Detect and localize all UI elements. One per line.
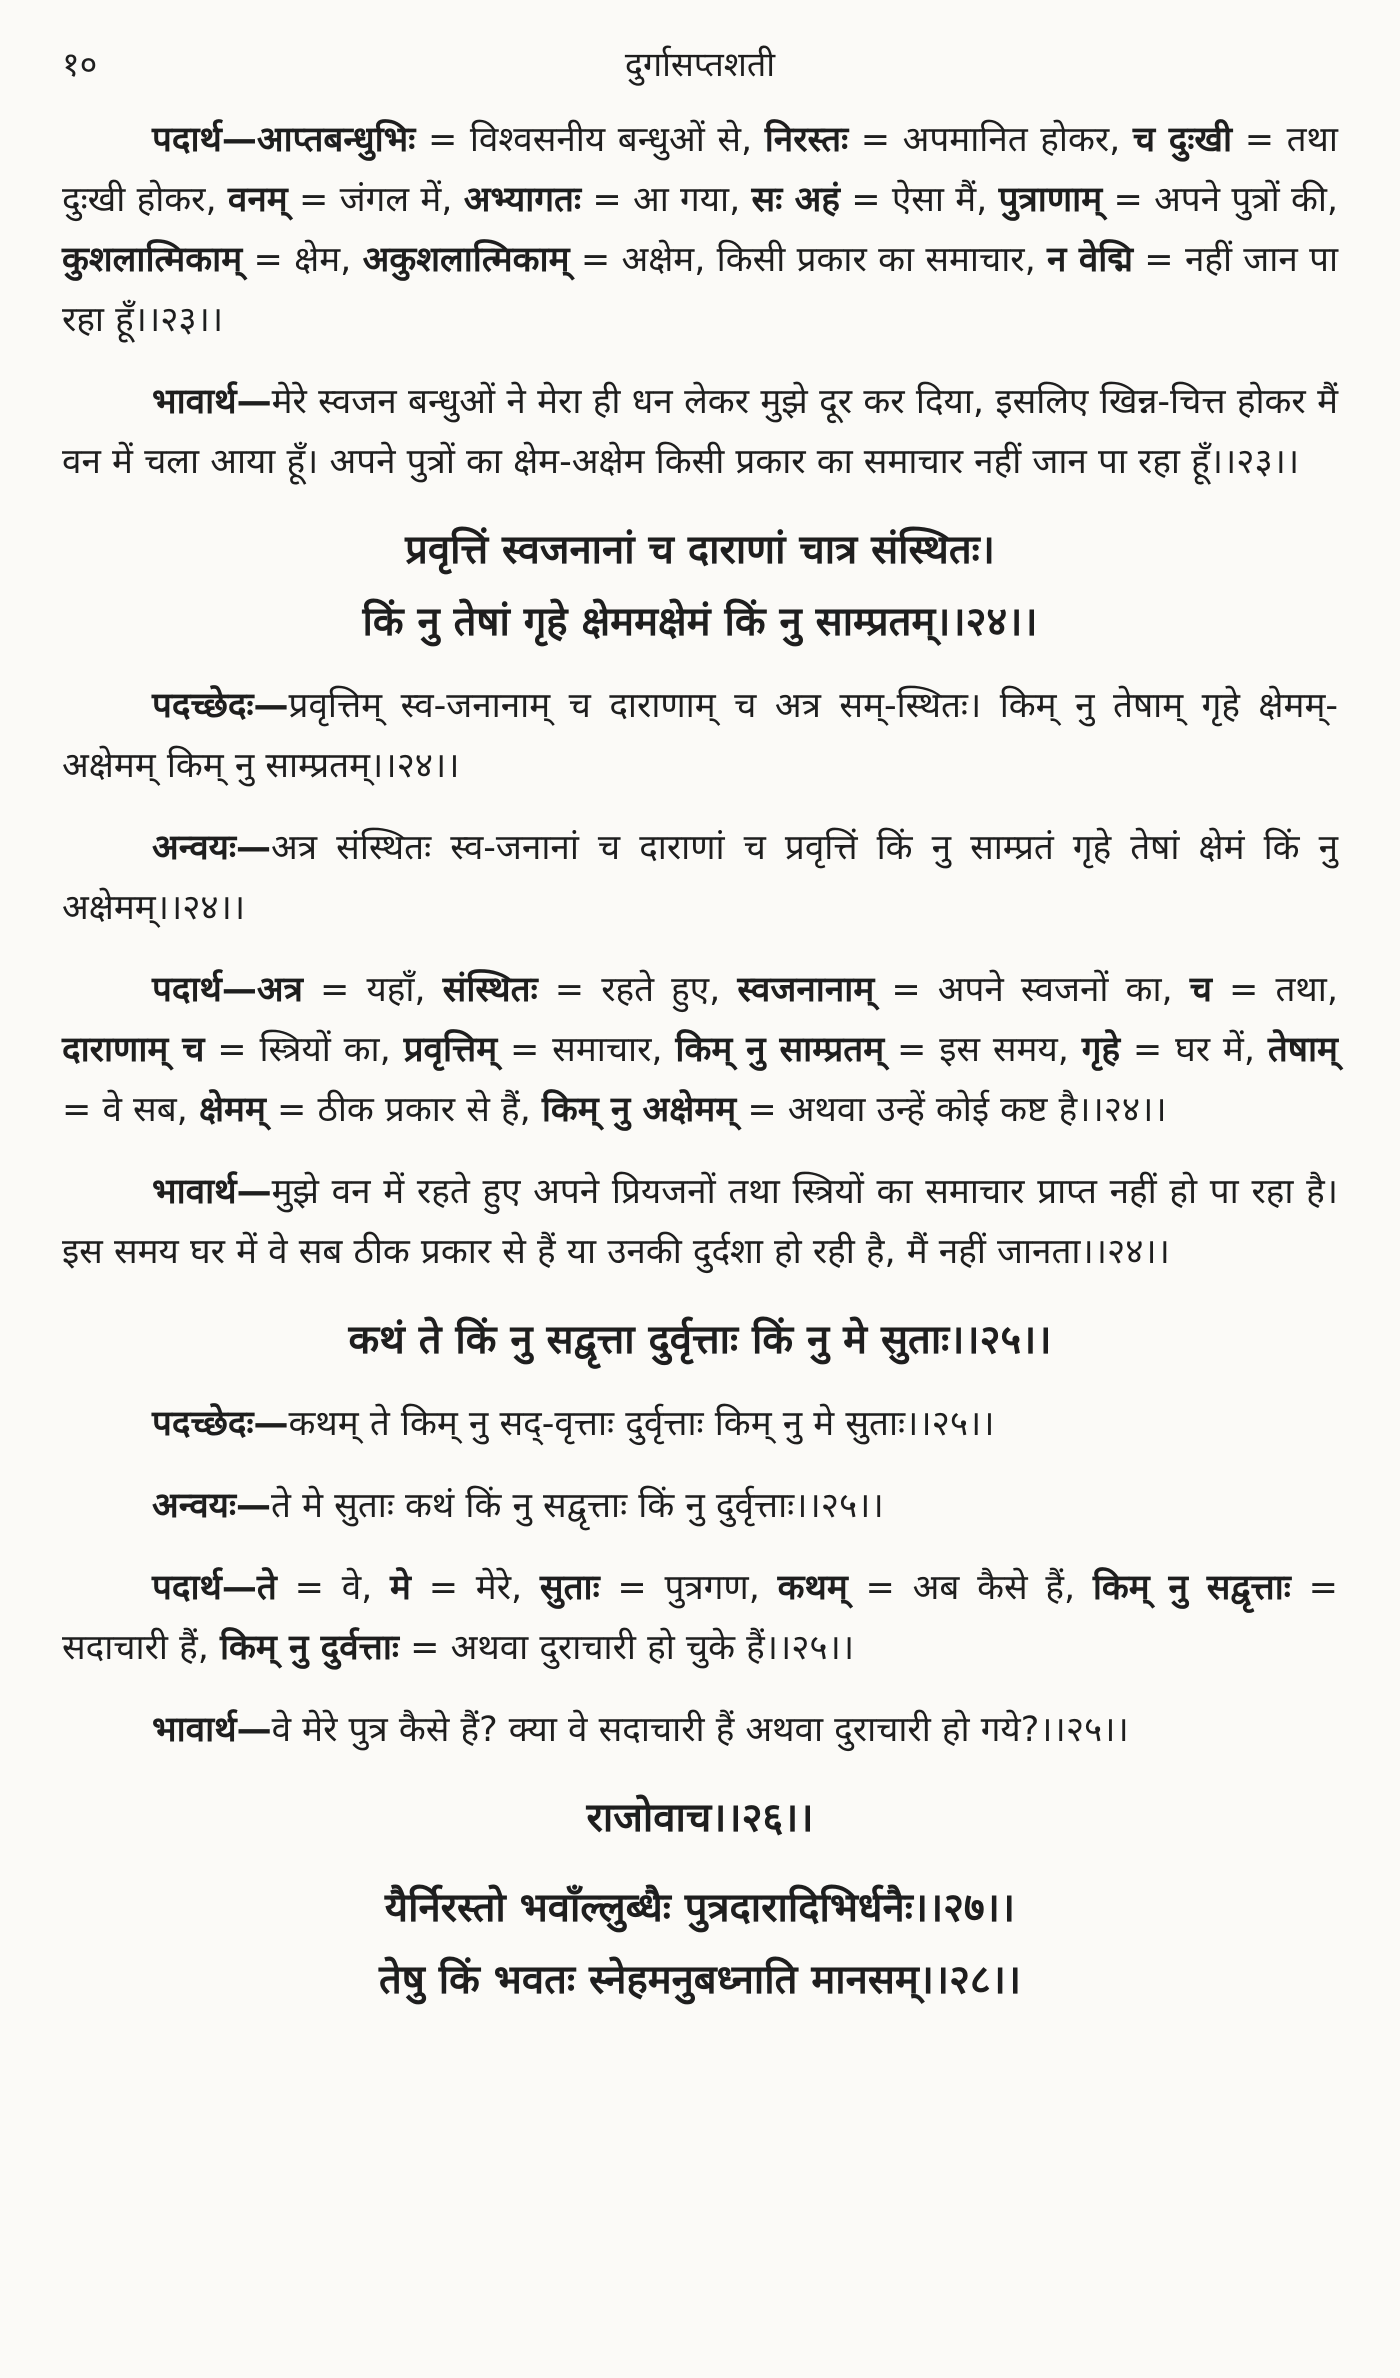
- verse-27-28: [62, 1872, 1338, 2016]
- term: पुत्राणाम्: [998, 180, 1103, 220]
- term: कथम्: [777, 1568, 848, 1608]
- bhavarth-24: भावार्थ—मुझे वन में रहते हुए अपने प्रियजनों तथा स्त्रियों का समाचार प्राप्त नहीं हो पा रहा है। इस समय घर में वे सब ठीक प्रकार से हैं या उनकी दुर्दशा हो रही है, मैं नहीं जानता।।२४।।: [62, 1172, 1338, 1272]
- term: संस्थितः: [442, 970, 538, 1010]
- bhavarth-text: मुझे वन में रहते हुए अपने प्रियजनों तथा स्त्रियों का समाचार प्राप्त नहीं हो पा रहा है। इस समय घर में वे सब ठीक प्रकार से हैं या उनकी दुर्दशा हो रही है, मैं नहीं जानता।।२४।।: [62, 1172, 1338, 1272]
- padarth-24: पदार्थ—अत्र = यहाँ, संस्थितः = रहते हुए, स्वजनानाम् = अपने स्वजनों का, च = तथा, दाराणाम् च = स्त्रियों का, प्रवृत्तिम् = समाचार, किम् नु साम्प्रतम् = इस समय, गृहे = घर में, तेषाम् = वे सब, क्षेमम् = ठीक प्रकार से हैं, किम् नु अक्षेमम् = अथवा उन्हें कोई कष्ट है।।२४।।: [62, 970, 1338, 1130]
- bhavarth-label: भावार्थ: [152, 382, 237, 422]
- anvay-24: अन्वयः—अत्र संस्थितः स्व-जनानां च दाराणां च प्रवृत्तिं किं नु साम्प्रतं गृहे तेषां क्षेमं किं नु अक्षेमम्।।२४।।: [62, 828, 1338, 928]
- term: सः अहं: [751, 180, 840, 220]
- padarth-23: पदार्थ—आप्तबन्धुभिः = विश्वसनीय बन्धुओं से, निरस्तः = अपमानित होकर, च दुःखी = तथा दुःखी होकर, वनम् = जंगल में, अभ्यागतः = आ गया, सः अहं = ऐसा मैं, पुत्राणाम् = अपने पुत्रों की, कुशलात्मिकाम् = क्षेम, अकुशलात्मिकाम् = अक्षेम, किसी प्रकार का समाचार, न वेद्मि = नहीं जान पा रहा हूँ।।२३।।: [62, 120, 1339, 340]
- term: अत्र: [256, 970, 303, 1010]
- meaning: तथा,: [1275, 970, 1338, 1010]
- meaning: ऐसा मैं,: [891, 180, 988, 220]
- bhavarth-text: वे मेरे पुत्र कैसे हैं? क्या वे सदाचारी हैं अथवा दुराचारी हो गये?।।२५।।: [271, 1710, 1129, 1750]
- term: किम् नु दुर्वत्ताः: [219, 1628, 400, 1668]
- padachchhed-label: पदच्छेदः: [152, 1404, 254, 1444]
- term: सुताः: [539, 1568, 600, 1608]
- meaning: वे,: [341, 1568, 373, 1608]
- term: प्रवृत्तिम्: [403, 1030, 498, 1070]
- meaning: रहते हुए,: [601, 970, 721, 1010]
- bhavarth-text: मेरे स्वजन बन्धुओं ने मेरा ही धन लेकर मुझे दूर कर दिया, इसलिए खिन्न-चित्त होकर मैं वन में चला आया हूँ। अपने पुत्रों का क्षेम-अक्षेम किसी प्रकार का समाचार नहीं जान पा रहा हूँ।।२३।।: [62, 382, 1338, 482]
- term: गृहे: [1081, 1030, 1121, 1070]
- padarth-label: पदार्थ: [152, 120, 222, 160]
- term: स्वजनानाम्: [737, 970, 875, 1010]
- verse-line: यैर्निरस्तो भवाँल्लुब्धैः पुत्रदारादिभिर्धनैः।।२७।।: [384, 1885, 1016, 1931]
- padachchhed-text: प्रवृत्तिम् स्व-जनानाम् च दाराणाम् च अत्र सम्-स्थितः। किम् नु तेषाम् गृहे क्षेमम्-अक्षेमम् किम् नु साम्प्रतम्।।२४।।: [62, 686, 1338, 786]
- bhavarth-label: भावार्थ: [152, 1172, 237, 1212]
- page-number: १०: [62, 45, 98, 85]
- meaning: सदाचारी हैं,: [62, 1628, 209, 1668]
- term: दाराणाम् च: [62, 1030, 205, 1070]
- verse-26: [62, 1782, 1338, 1854]
- meaning: इस समय,: [939, 1030, 1069, 1070]
- meaning: पुत्रगण,: [664, 1568, 760, 1608]
- verse-25: [62, 1304, 1338, 1376]
- meaning: अपने स्वजनों का,: [937, 970, 1173, 1010]
- meaning: विश्वसनीय बन्धुओं से,: [469, 120, 753, 160]
- meaning: यहाँ,: [366, 970, 426, 1010]
- term: तेषाम्: [1267, 1030, 1338, 1070]
- padarth-25: पदार्थ—ते = वे, मे = मेरे, सुताः = पुत्रगण, कथम् = अब कैसे हैं, किम् नु सद्वृत्ताः = सदाचारी हैं, किम् नु दुर्वत्ताः = अथवा दुराचारी हो चुके हैं।।२५।।: [62, 1568, 1338, 1668]
- meaning: स्त्रियों का,: [259, 1030, 391, 1070]
- term: किम् नु सद्वृत्ताः: [1092, 1568, 1291, 1608]
- term: ते: [256, 1568, 277, 1608]
- term: कुशलात्मिकाम्: [62, 240, 243, 280]
- padachchhed-label: पदच्छेदः: [152, 686, 254, 726]
- meaning: अपमानित होकर,: [902, 120, 1121, 160]
- meaning: क्षेम,: [294, 240, 352, 280]
- meaning: अथवा दुराचारी हो चुके हैं।।२५।।: [450, 1628, 855, 1668]
- meaning: वे सब,: [102, 1090, 188, 1130]
- term: निरस्तः: [764, 120, 849, 160]
- term: क्षेमम्: [198, 1090, 266, 1130]
- term: च: [1189, 970, 1212, 1010]
- meaning: नहीं जान पा रहा हूँ।।२३।।: [62, 240, 1339, 340]
- running-title: दुर्गासप्तशती: [624, 45, 776, 85]
- meaning: ठीक प्रकार से हैं,: [317, 1090, 531, 1130]
- verse-line: कथं ते किं नु सद्वृत्ता दुर्वृत्ताः किं नु मे सुताः।।२५।।: [348, 1317, 1052, 1363]
- term: अकुशलात्मिकाम्: [362, 240, 570, 280]
- bhavarth-label: भावार्थ: [152, 1710, 237, 1750]
- meaning: अथवा उन्हें कोई कष्ट है।।२४।।: [787, 1090, 1167, 1130]
- padachchhed-24: पदच्छेदः—प्रवृत्तिम् स्व-जनानाम् च दाराणाम् च अत्र सम्-स्थितः। किम् नु तेषाम् गृहे क्षेमम्-अक्षेमम् किम् नु साम्प्रतम्।।२४।।: [62, 686, 1338, 786]
- term: वनम्: [227, 180, 288, 220]
- meaning: अपने पुत्रों की,: [1154, 180, 1339, 220]
- meaning: आ गया,: [632, 180, 741, 220]
- padarth-label: पदार्थ: [152, 970, 222, 1010]
- page-header: [62, 40, 1338, 110]
- term: च दुःखी: [1132, 120, 1233, 160]
- meaning: मेरे,: [475, 1568, 523, 1608]
- term: किम् नु साम्प्रतम्: [675, 1030, 885, 1070]
- term: किम् नु अक्षेमम्: [541, 1090, 737, 1130]
- document-page: [62, 40, 1338, 2034]
- meaning: घर में,: [1175, 1030, 1255, 1070]
- anvay-label: अन्वयः: [152, 828, 237, 868]
- bhavarth-23: भावार्थ—मेरे स्वजन बन्धुओं ने मेरा ही धन लेकर मुझे दूर कर दिया, इसलिए खिन्न-चित्त होकर मैं वन में चला आया हूँ। अपने पुत्रों का क्षेम-अक्षेम किसी प्रकार का समाचार नहीं जान पा रहा हूँ।।२३।।: [62, 382, 1338, 482]
- anvay-text: अत्र संस्थितः स्व-जनानां च दाराणां च प्रवृत्तिं किं नु साम्प्रतं गृहे तेषां क्षेमं किं नु अक्षेमम्।।२४।।: [62, 828, 1338, 928]
- meaning: अक्षेम, किसी प्रकार का समाचार,: [621, 240, 1036, 280]
- padarth-label: पदार्थ: [152, 1568, 222, 1608]
- anvay-text: ते मे सुताः कथं किं नु सद्वृत्ताः किं नु दुर्वृत्ताः।।२५।।: [271, 1486, 884, 1526]
- meaning: अब कैसे हैं,: [912, 1568, 1076, 1608]
- anvay-25: अन्वयः—ते मे सुताः कथं किं नु सद्वृत्ताः किं नु दुर्वृत्ताः।।२५।।: [152, 1486, 884, 1526]
- meaning: समाचार,: [552, 1030, 663, 1070]
- verse-line: प्रवृत्तिं स्वजनानां च दाराणां चात्र संस्थितः।: [405, 527, 995, 573]
- verse-24: [62, 514, 1338, 658]
- meaning: तथा दुःखी होकर,: [62, 120, 1338, 220]
- verse-line: तेषु किं भवतः स्नेहमनुबध्नाति मानसम्।।२८।।: [378, 1957, 1022, 2003]
- verse-line: राजोवाच।।२६।।: [586, 1795, 814, 1841]
- verse-line: किं नु तेषां गृहे क्षेममक्षेमं किं नु साम्प्रतम्।।२४।।: [362, 599, 1038, 645]
- term: न वेद्मि: [1047, 240, 1133, 280]
- term: अभ्यागतः: [463, 180, 582, 220]
- padachchhed-25: पदच्छेदः—कथम् ते किम् नु सद्-वृत्ताः दुर्वृत्ताः किम् नु मे सुताः।।२५।।: [152, 1404, 995, 1444]
- term: मे: [390, 1568, 411, 1608]
- padachchhed-text: कथम् ते किम् नु सद्-वृत्ताः दुर्वृत्ताः किम् नु मे सुताः।।२५।।: [288, 1404, 995, 1444]
- anvay-label: अन्वयः: [152, 1486, 237, 1526]
- meaning: जंगल में,: [339, 180, 453, 220]
- bhavarth-25: भावार्थ—वे मेरे पुत्र कैसे हैं? क्या वे सदाचारी हैं अथवा दुराचारी हो गये?।।२५।।: [152, 1710, 1129, 1750]
- term: आप्तबन्धुभिः: [256, 120, 416, 160]
